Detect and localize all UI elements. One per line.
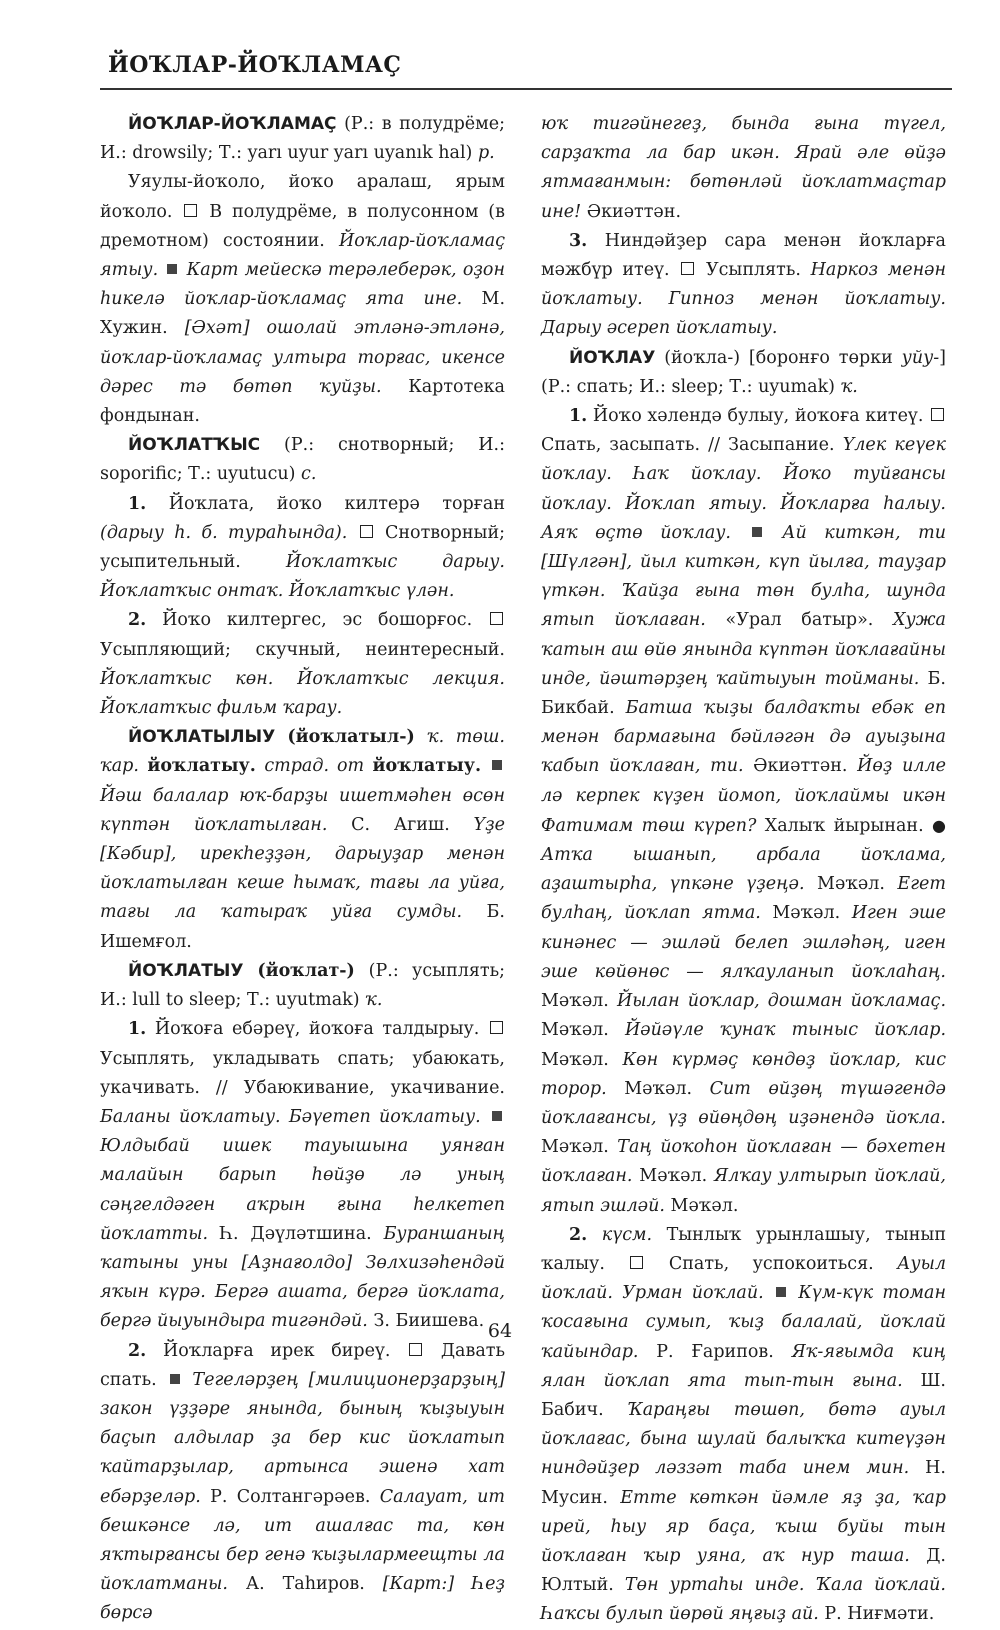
left-column (100, 110, 505, 1629)
entry-headword-paragraph: ЙОҠЛАУ (йоҡла-) [боронғо төрки уйу-] (Р.: спать; И.: sleep; Т.: uyumak) ҡ. (541, 347, 946, 397)
quote-square-icon (752, 527, 762, 537)
sense-box-icon (409, 1343, 422, 1356)
sense-paragraph: 2. Йоҡо килтергес, эс бошорғос. Усыпляющий; скучный, неинтересный. Йоҡлатҡыс көн. Йоҡлатҡыс лекция. Йоҡлатҡыс фильм ҡарау. (100, 610, 505, 719)
sense-box-icon (184, 204, 197, 217)
sense-box-icon (490, 1021, 503, 1034)
sense-paragraph: 3. Ниндәйҙер сара менән йоҡларға мәжбүр итеү. Усыплять. Наркоз менән йоҡлатыу. Гипноз менән йоҡлатыу. Дарыу әсереп йоҡлатыу. (541, 230, 947, 339)
header-rule (100, 88, 952, 90)
sense-paragraph: 1. Йоҡлата, йоҡо килтерә торған (дарыу һ. б. тураһында). Снотворный; усыпительный. Йоҡлатҡыс дарыу. Йоҡлатҡыс онтаҡ. Йоҡлатҡыс үлән. (100, 493, 505, 602)
quote-square-icon (492, 760, 502, 770)
sense-paragraph: 2. күсм. Тынлыҡ урынлашыу, тынып ҡалыу. Спать, успокоиться. Ауыл йоҡлай. Урман йоҡлай. Күм-күк томан ҡосағына сумып, ҡыҙ балалай, йоҡлай ҡайындар. Р. Ғарипов. Яҡ-яғымда киң ялан йоҡлап ята тып-тын ғына. Ш. Бабич. Ҡараңғы төшөп, бөтә ауыл йоҡлағас, бына шулай балыҡҡа китеүҙән ниндәйҙер ләззәт таба инем мин. Н. Мусин. Етте көткән йәмле яҙ ҙа, ҡар ирей, һыу яр баҫа, ҡыш буйы тын йоҡлаған ҡыр уяна, аҡ нур таша. Д. Юлтый. Төн уртаһы инде. Ҡала йоҡлай. Һаҡсы булып йөрөй яңғыҙ ай. Р. Ниғмәти. (541, 1224, 946, 1625)
sense-box-icon (490, 612, 503, 625)
sense-paragraph: 1. Йоҡоға ебәреү, йоҡоға талдырыу. Усыплять, укладывать спать; убаюкать, укачивать. // Убаюкивание, укачивание. Баланы йоҡлатыу. Бәүетеп йоҡлатыу. Юлдыбай ишек тауышына уянған малайын барып һөйҙө лә уның сәңгелдәген аҡрын ғына һелкетеп йоҡлатты. Һ. Дәүләтшина. Бураншаның ҡатыны уны [Аҙнағолдо] Зөлхизәһендәй яҡын күрә. Бергә ашата, бергә йоҡлата, бергә йыуындыра тигәндәй. З. Биишева. (100, 1019, 505, 1332)
quote-square-icon (170, 1374, 180, 1384)
entry-headword-paragraph: ЙОҠЛАР-ЙОҠЛАМАҪ (Р.: в полудрёме; И.: drowsily; Т.: yarı uyur yarı uyanık hal) р. (100, 114, 505, 164)
definition-paragraph: Уяулы-йоҡоло, йоҡо аралаш, ярым йоҡоло. В полудрёме, в полусонном (в дремотном) состоянии. Йоҡлар-йоҡламаҫ ятыу. Карт мейескә терәлеберәк, оҙон һикелә йоҡлар-йоҡламаҫ ята ине. М. Хужин. [Әхәт] ошолай этләнә-этләнә, йоҡлар-йоҡламаҫ ултыра торғас, икенсе дәрес тә бөтөп ҡуйҙы. Картотека фондынан. (100, 172, 506, 427)
bullet-dot-icon: ● (932, 815, 947, 835)
sense-box-icon (931, 408, 944, 421)
running-head: ЙОҠЛАР-ЙОҠЛАМАҪ (108, 52, 402, 78)
right-column (541, 110, 946, 1630)
quote-square-icon (492, 1111, 502, 1121)
page-number: 64 (487, 1320, 513, 1342)
entry-headword-paragraph: ЙОҠЛАТҠЫС (Р.: снотворный; И.: soporific; Т.: uyutucu) с. (100, 435, 505, 485)
sense-paragraph: 1. Йоҡо хәлендә булыу, йоҡоға китеү. Спать, засыпать. // Засыпание. Үлек кеүек йоҡлау. Һаҡ йоҡлау. Йоҡо туйғансы йоҡлау. Йоҡлап ятыу. Йоҡларға һалыу. Аяҡ өҫтө йоҡлау. Ай киткән, ти [Шүлгән], йыл киткән, күп йылға, тауҙар үткән. Ҡайҙа ғына төн булһа, шунда ятып йоҡлаған. «Урал батыр». Хужа ҡатын аш өйө янында күптән йоҡлағайны инде, йәштәрҙең ҡайтыуын тойманы. Б. Бикбай. Батша ҡыҙы балдаҡты ебәк еп менән бармағына бәйләгән дә ауыҙына ҡабып йоҡлаған, ти. Әкиәттән. Йөҙ илле лә керпек күҙен йомоп, йоҡлаймы икән Фатимам төш күреп? Халыҡ йырынан. ● Атҡа ышанып, арбала йоҡлама, аҙаштырһа, үпкәне үҙеңә. Мәҡәл. Егет булһаң, йоҡлап ятма. Мәҡәл. Иген эше кинәнес — эшләй белеп эшләһәң, иген эше көйөнөс — ялҡауланып йоҡлаһаң. Мәҡәл. Йылан йоҡлар, дошман йоҡламаҫ. Мәҡәл. Йәйәүле ҡунаҡ тыныс йоҡлар. Мәҡәл. Көн күрмәҫ көндөҙ йоҡлар, кис торор. Мәҡәл. Сит өйҙөң түшәгендә йоҡлағансы, үҙ өйөңдөң иҙәнендә йоҡла. Мәҡәл. Таң йоҡоһон йоҡлаған — бәхетен йоҡлаған. Мәҡәл. Ялҡау ултырып йоҡлай, ятып эшләй. Мәҡәл. (541, 406, 947, 1216)
continued-paragraph: юҡ тигәйнегеҙ, бында ғына түгел, сарҙаҡта ла бар икән. Ярай әле өйҙә ятмағанмын: бөтөнләй йоҡлатмаҫтар ине! Әкиәттән. (541, 114, 946, 222)
quote-square-icon (167, 264, 177, 274)
entry-headword-paragraph: ЙОҠЛАТЫУ (йоҡлат-) (Р.: усыплять; И.: lull to sleep; Т.: uyutmak) ҡ. (100, 960, 505, 1011)
entry-headword-paragraph: ЙОҠЛАТЫЛЫУ (йоҡлатыл-) ҡ. төш. ҡар. йоҡлатыу. страд. от йоҡлатыу. Йәш балалар юҡ-барҙы ишетмәһен өсөн күптән йоҡлатылған. С. Агиш. Үҙе [Кәбир], ирекһеҙҙән, дарыуҙар менән йоҡлатылған кеше һымаҡ, тағы ла уйға, тағы ла ҡатыраҡ уйға сумды. Б. Ишемғол. (100, 727, 505, 952)
sense-paragraph: 2. Йоҡларға ирек биреү. Давать спать. Тегеләрҙең [милиционерҙарҙың] закон үҙҙәре янында, бының ҡыҙыуын баҫып алдылар ҙа бер кис йоҡлатып ҡайтарҙылар, артынса эшенә хат ебәрҙеләр. Р. Солтангәрәев. Салауат, ит бешкәнсе лә, ит ашалғас та, көн яҡтырғансы бер генә ҡыҙылармеещты ла йоҡлатманы. А. Таһиров. [Карт:] Һеҙ бөрсә (100, 1340, 505, 1624)
quote-square-icon (776, 1287, 786, 1297)
sense-box-icon (630, 1256, 643, 1269)
sense-box-icon (360, 525, 373, 538)
sense-box-icon (681, 262, 694, 275)
